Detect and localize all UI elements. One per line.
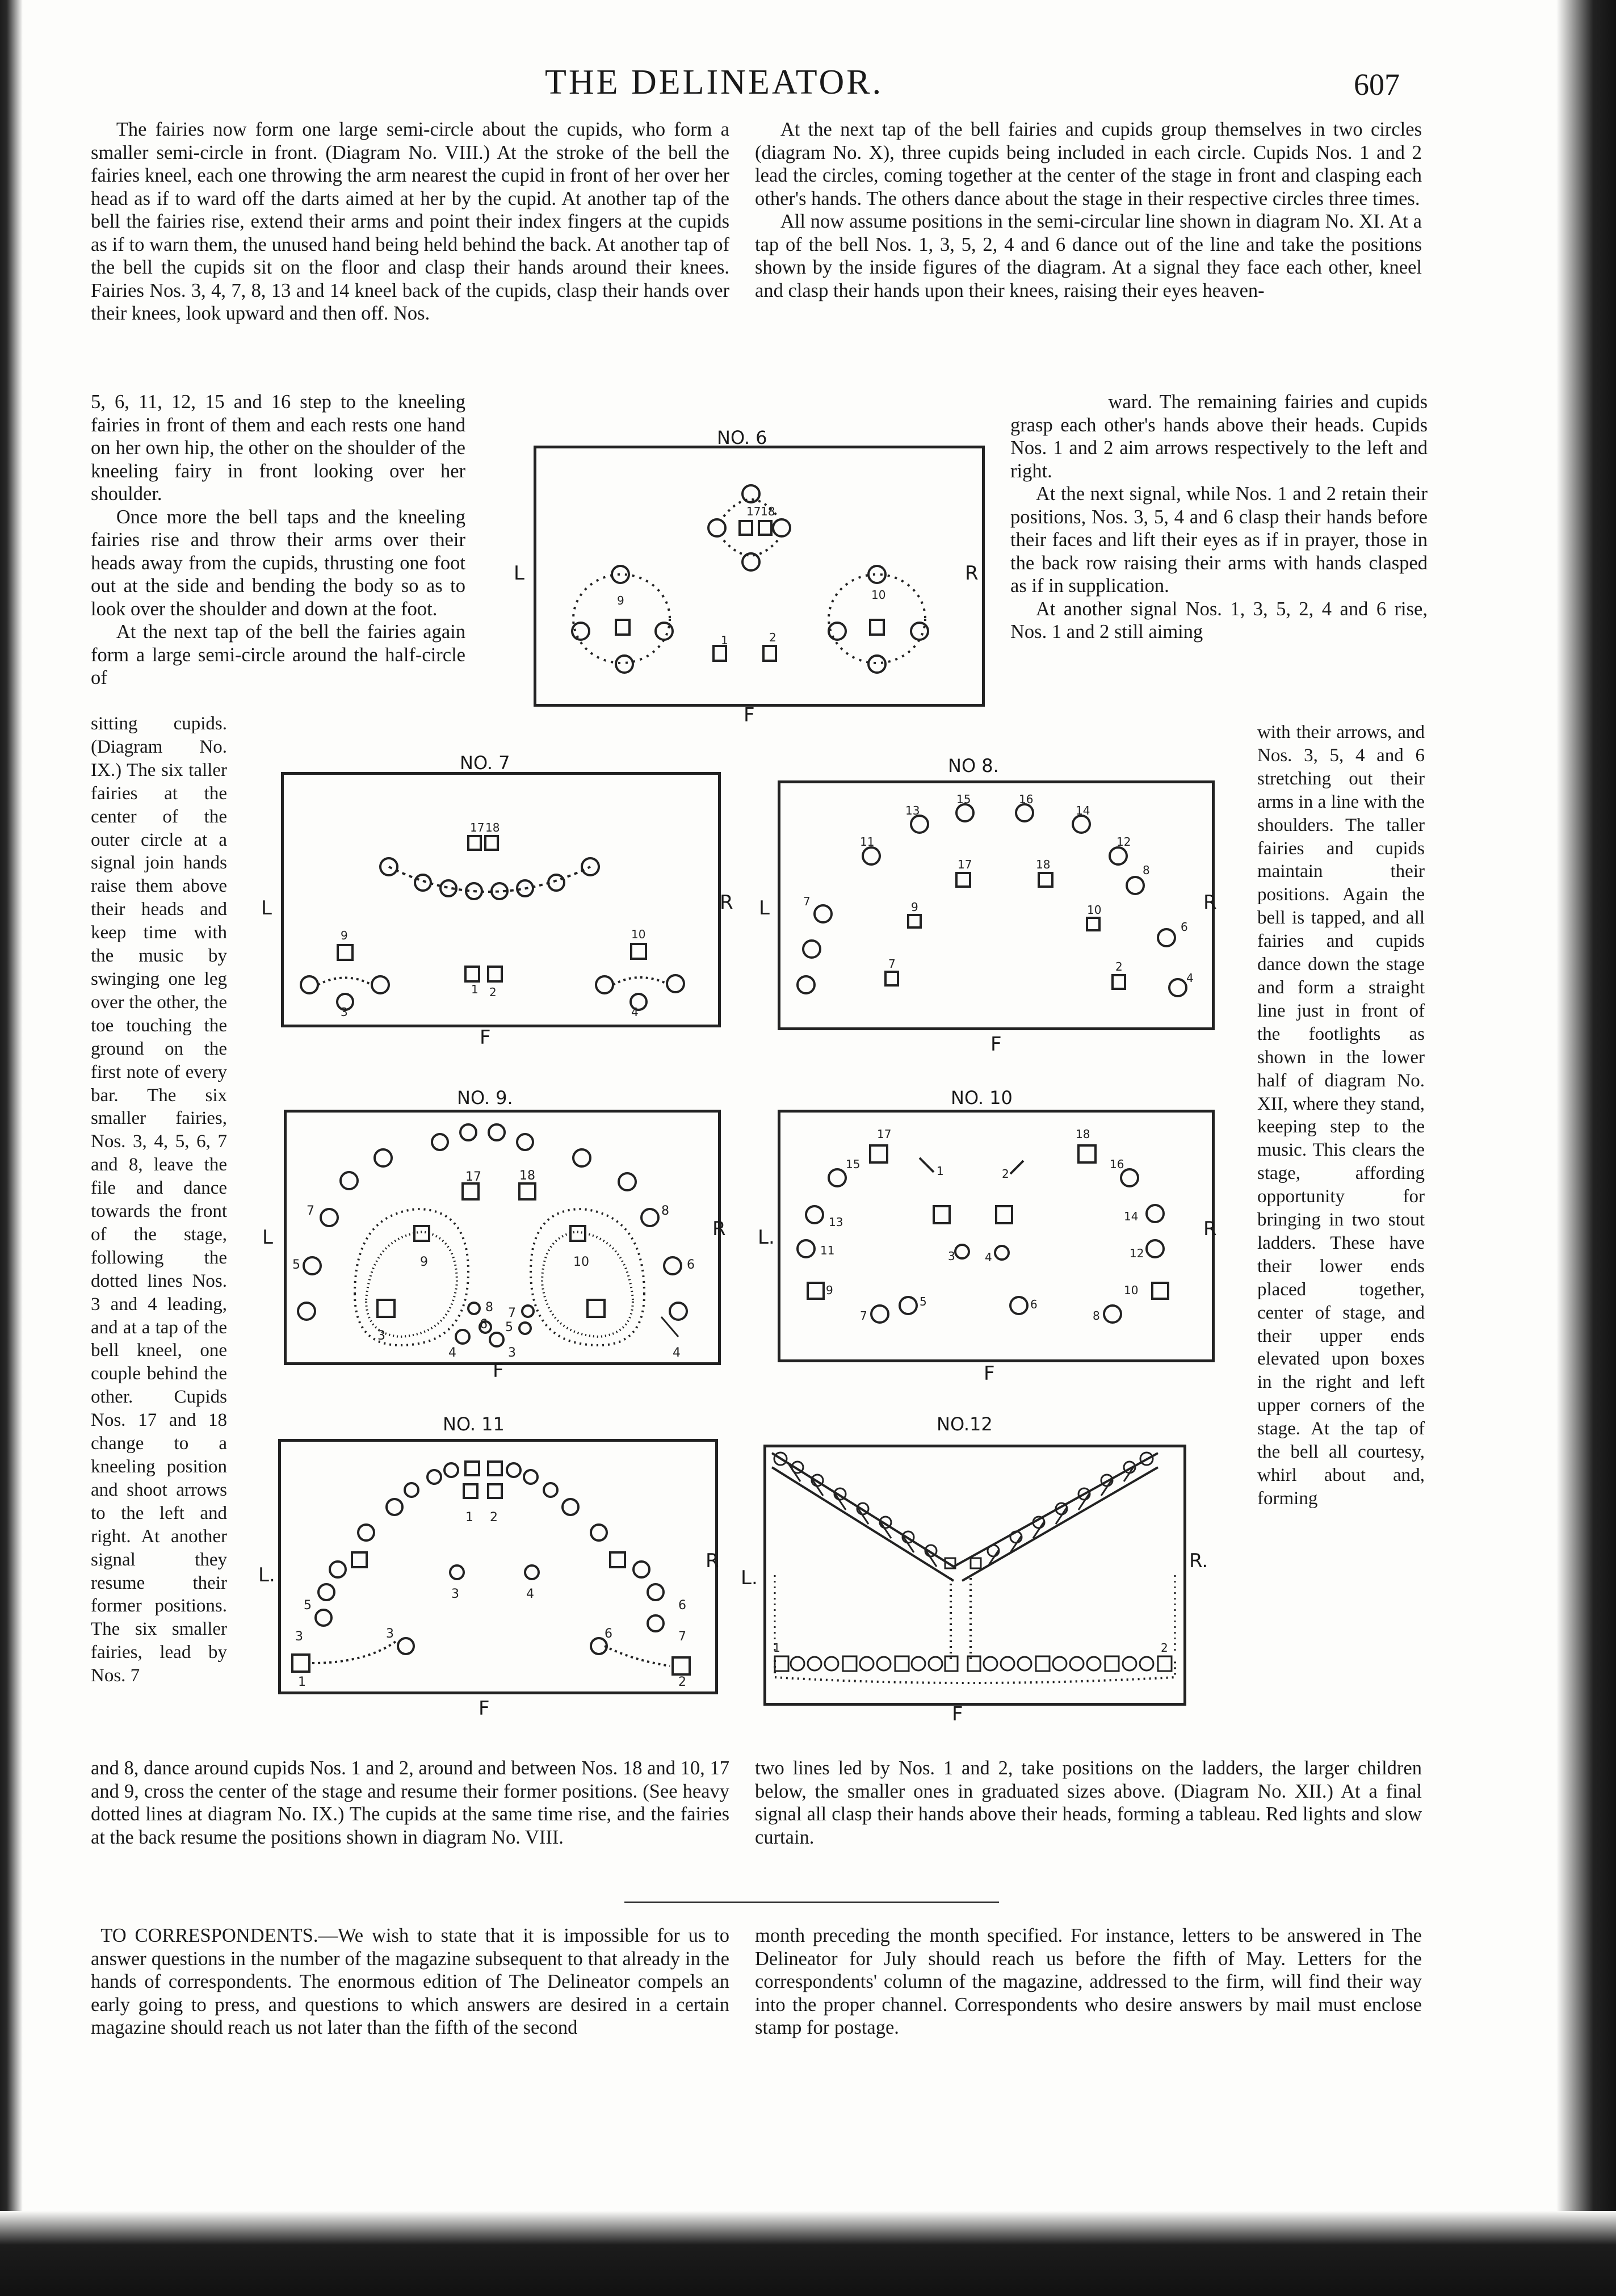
- svg-text:7: 7: [888, 957, 896, 971]
- svg-text:17: 17: [746, 505, 761, 518]
- svg-text:6: 6: [678, 1598, 686, 1613]
- paragraph: with their arrows, and Nos. 3, 5, 4 and 6 stretching out their arms in a line with the shoulders. The taller fairies and cupids maintain their positions. Again the bell is tapped, and all fairies and cupids dance down the stage and form a straight line just in front of the footlights as shown in the lower half of diagram No. XII, where they stand, keeping step to the music. This clears the stage, affording opportunity for bringing in two stout ladders. These have their lower ends placed together, center of stage, and their upper ends elevated upon boxes in the right and left upper corners of the stage. At the tap of the bell all courtesy, whirl about and, forming: [1257, 722, 1425, 1509]
- svg-text:2: 2: [678, 1675, 686, 1689]
- diagram-9-drawing: [287, 1113, 718, 1362]
- diagram-9: [284, 1110, 721, 1365]
- svg-text:17: 17: [958, 858, 972, 871]
- diagram-12-drawing: [766, 1447, 1183, 1703]
- diagram-7-front: F: [480, 1026, 491, 1049]
- svg-text:9: 9: [420, 1255, 428, 1269]
- diagram-8-drawing: [780, 783, 1212, 1027]
- diagram-6-left: L: [514, 562, 524, 585]
- svg-text:17: 17: [877, 1127, 892, 1141]
- svg-text:6: 6: [687, 1258, 695, 1272]
- diagram-11-title: NO. 11: [443, 1413, 505, 1435]
- svg-text:3: 3: [377, 1329, 385, 1343]
- svg-text:17: 17: [465, 1170, 481, 1184]
- svg-text:13: 13: [905, 804, 920, 817]
- svg-text:7: 7: [508, 1306, 516, 1320]
- svg-text:1: 1: [471, 983, 478, 996]
- diagram-12: [763, 1445, 1186, 1706]
- svg-text:7: 7: [307, 1204, 314, 1218]
- col2-top-text: [755, 118, 1422, 302]
- diagram-8-title: NO 8.: [948, 755, 999, 776]
- svg-text:6: 6: [1030, 1298, 1038, 1311]
- col1-narrow-text: [91, 391, 465, 690]
- paragraph: sitting cupids. (Diagram No. IX.) The six taller fairies at the center of the outer circle at a signal join hands raise them above their heads and keep time with the music by swinging one leg over the other, the toe touching the ground on the first note of every bar. The six smaller fairies, Nos. 3, 4, 5, 6, 7 and 8, leave the file and dance towards the front of the stage, following the dotted lines Nos. 3 and 4 leading, and at a tap of the bell kneel, one couple behind the other. Cupids Nos. 17 and 18 change to a kneeling position and shoot arrows to the left and right. At another signal they resume their former positions. The six smaller fairies, lead by Nos. 7: [91, 713, 227, 1686]
- svg-text:13: 13: [829, 1215, 843, 1229]
- correspondents-right: [755, 1924, 1422, 2039]
- diagram-7-left: L: [261, 897, 272, 920]
- svg-text:9: 9: [826, 1283, 833, 1297]
- svg-text:6: 6: [480, 1317, 488, 1332]
- diagram-6-drawing: [536, 448, 982, 704]
- svg-text:18: 18: [761, 505, 775, 518]
- paragraph: two lines led by Nos. 1 and 2, take positions on the ladders, the larger children below, the smaller ones in graduated sizes above. (Diagram No. XII.) At a final signal all clasp their hands above their heads, forming a tableau. Red lights and slow curtain.: [755, 1757, 1422, 1848]
- scan-right-edge: [1554, 0, 1616, 2296]
- svg-text:5: 5: [920, 1295, 927, 1308]
- svg-text:15: 15: [956, 792, 971, 806]
- svg-text:10: 10: [871, 588, 886, 602]
- running-head: THE DELINEATOR.: [545, 63, 884, 102]
- svg-text:2: 2: [1161, 1641, 1168, 1655]
- diagram-8-front: F: [990, 1033, 1002, 1056]
- svg-text:6: 6: [1181, 920, 1188, 934]
- paragraph: 5, 6, 11, 12, 15 and 16 step to the kneeling fairies in front of them and each rests one hand on her own hip, the other on the shoulder of the kneeling fairy in front looking over her shoulder.: [91, 391, 465, 505]
- page-number: 607: [1354, 68, 1400, 102]
- diagram-9-title: NO. 9.: [457, 1087, 513, 1109]
- correspondents-left: [91, 1924, 729, 2039]
- col1-bottom-text: [91, 1757, 729, 1849]
- col1-top-text: [91, 118, 729, 325]
- paragraph: At another signal Nos. 1, 3, 5, 2, 4 and 6 rise, Nos. 1 and 2 still aiming: [1010, 598, 1428, 643]
- diagram-12-left: L.: [741, 1567, 758, 1589]
- diagram-6: [534, 446, 985, 707]
- diagram-11-front: F: [478, 1697, 490, 1720]
- svg-text:8: 8: [1093, 1309, 1100, 1323]
- diagram-10: [778, 1110, 1215, 1362]
- svg-text:2: 2: [489, 985, 497, 999]
- paragraph: and 8, dance around cupids Nos. 1 and 2, around and between Nos. 18 and 10, 17 and 9, cross the center of the stage and resume their former positions. (See heavy dotted lines at diagram No. IX.) The cupids at the same time rise, and the fairies at the back resume the positions shown in diagram No. VIII.: [91, 1757, 729, 1848]
- svg-text:4: 4: [448, 1346, 456, 1360]
- diagram-7-right: R: [720, 891, 733, 914]
- diagram-12-right: R.: [1189, 1550, 1208, 1572]
- diagram-7: [281, 772, 721, 1027]
- svg-text:4: 4: [673, 1346, 681, 1360]
- paragraph: At the next signal, while Nos. 1 and 2 retain their positions, Nos. 3, 5, 4 and 6 clasp their hands before their faces and lift their eyes as if in prayer, those in the back row raising their arms with hands clasped as if in supplication.: [1010, 483, 1428, 597]
- svg-text:7: 7: [860, 1309, 867, 1323]
- col2-strip-text: [1257, 721, 1425, 1510]
- svg-text:7: 7: [678, 1630, 686, 1644]
- scan-bottom-edge: [0, 2211, 1616, 2296]
- diagram-11: [278, 1439, 718, 1694]
- diagram-11-right: R: [706, 1550, 719, 1572]
- svg-text:12: 12: [1116, 835, 1131, 849]
- diagram-6-right: R: [965, 562, 979, 585]
- svg-text:8: 8: [1143, 863, 1150, 877]
- diagram-8-left: L: [759, 897, 770, 920]
- svg-text:10: 10: [1087, 903, 1102, 917]
- svg-text:3: 3: [948, 1249, 955, 1263]
- svg-text:16: 16: [1110, 1157, 1124, 1171]
- svg-text:11: 11: [860, 835, 875, 849]
- diagram-7-drawing: [284, 775, 718, 1025]
- svg-text:18: 18: [485, 821, 500, 834]
- diagram-11-left: L.: [258, 1564, 275, 1586]
- paragraph: month preceding the month specified. For instance, letters to be answered in The Delineator for July should reach us before the fifth of May. Letters for the correspondents' column of the magazine, addressed to the firm, will find their way into the proper channel. Correspondents who desire answers by mail must enclose stamp for postage.: [755, 1925, 1422, 2038]
- svg-text:2: 2: [769, 631, 776, 644]
- paragraph: Once more the bell taps and the kneeling fairies rise and throw their arms over their heads away from the cupids, thrusting one foot out at the side and bending the body so as to look over the shoulder and down at the foot.: [91, 506, 465, 620]
- paragraph: All now assume positions in the semi-circular line shown in diagram No. XI. At a tap of the bell Nos. 1, 3, 5, 2, 4 and 6 dance out of the line and take the positions shown by the inside figures of the diagram. At a signal they face each other, kneel and clasp their hands upon their knees, raising their eyes heaven-: [755, 211, 1422, 301]
- svg-text:4: 4: [985, 1250, 992, 1264]
- svg-text:1: 1: [937, 1164, 944, 1178]
- svg-text:10: 10: [631, 927, 646, 941]
- svg-text:1: 1: [298, 1675, 306, 1689]
- svg-text:4: 4: [526, 1587, 534, 1601]
- col2-narrow-text: [1010, 391, 1428, 644]
- diagram-9-front: F: [493, 1359, 504, 1382]
- svg-text:8: 8: [661, 1204, 669, 1218]
- svg-text:11: 11: [820, 1244, 835, 1257]
- svg-text:18: 18: [519, 1169, 535, 1183]
- svg-text:3: 3: [508, 1346, 516, 1360]
- svg-text:16: 16: [1019, 792, 1034, 806]
- col2-bottom-text: [755, 1757, 1422, 1849]
- svg-text:14: 14: [1124, 1210, 1139, 1223]
- svg-text:2: 2: [1115, 960, 1123, 973]
- svg-text:2: 2: [1002, 1167, 1009, 1181]
- svg-text:4: 4: [1186, 971, 1194, 985]
- diagram-12-title: NO.12: [937, 1413, 993, 1435]
- svg-text:3: 3: [386, 1627, 394, 1641]
- svg-text:9: 9: [617, 594, 624, 607]
- paragraph: TO CORRESPONDENTS.—We wish to state that it is impossible for us to answer questions in the number of the magazine subsequent to that already in the hands of correspondents. The enormous edition of The Delineator compels an early going to press, and questions to which answers are desired in a certain magazine should reach us not later than the fifth of the second: [91, 1925, 729, 2038]
- svg-text:14: 14: [1076, 804, 1090, 817]
- svg-text:5: 5: [292, 1258, 300, 1272]
- diagram-9-left: L: [262, 1226, 273, 1249]
- svg-text:4: 4: [631, 1005, 639, 1019]
- diagram-7-title: NO. 7: [460, 752, 510, 774]
- diagram-6-front: F: [744, 704, 755, 727]
- svg-text:1: 1: [721, 633, 728, 647]
- svg-text:18: 18: [1036, 858, 1051, 871]
- svg-text:3: 3: [451, 1587, 459, 1601]
- svg-text:9: 9: [911, 900, 918, 914]
- svg-text:18: 18: [1076, 1127, 1090, 1141]
- diagram-10-left: L.: [758, 1226, 775, 1249]
- svg-text:3: 3: [295, 1630, 303, 1644]
- svg-text:6: 6: [605, 1627, 612, 1641]
- diagram-8: [778, 780, 1215, 1030]
- svg-text:2: 2: [490, 1510, 498, 1525]
- svg-text:17: 17: [470, 821, 485, 834]
- paragraph: At the next tap of the bell fairies and cupids group themselves in two circles (diagram No. X), three cupids being included in each circle. Cupids Nos. 1 and 2 lead the circles, coming together at the center of the stage in front and clasping each other's hands. The others dance about the stage in their respective circles three times.: [755, 119, 1422, 209]
- col1-strip-text: [91, 712, 227, 1688]
- svg-text:10: 10: [1124, 1283, 1139, 1297]
- diagram-12-front: F: [952, 1703, 963, 1726]
- paragraph: The fairies now form one large semi-circle about the cupids, who form a smaller semi-circle in front. (Diagram No. VIII.) At the stroke of the bell the fairies kneel, each one throwing the arm nearest the cupid in front of her over her head as if to ward off the darts aimed at her by the cupid. At another tap of the bell the fairies rise, extend their arms and point their index fingers at the cupids as if to warn them, the unused hand being held behind the back. At another tap of the bell the cupids sit on the floor and clasp their hands around their knees. Fairies Nos. 3, 4, 7, 8, 13 and 14 kneel back of the cupids, clasp their hands over their knees, look upward and then off. Nos.: [91, 119, 729, 324]
- svg-text:1: 1: [465, 1510, 473, 1525]
- paragraph: ward. The remaining fairies and cupids grasp each other's hands above their heads. Cupids Nos. 1 and 2 aim arrows respectively to the left and right.: [1010, 391, 1428, 482]
- diagram-8-right: R: [1203, 891, 1217, 914]
- diagram-11-drawing: [281, 1442, 715, 1691]
- diagram-6-title: NO. 6: [717, 427, 767, 448]
- svg-text:3: 3: [341, 1005, 348, 1019]
- svg-text:12: 12: [1130, 1246, 1144, 1260]
- svg-text:15: 15: [846, 1157, 861, 1171]
- svg-text:9: 9: [341, 929, 348, 942]
- diagram-10-drawing: [780, 1113, 1212, 1359]
- svg-text:8: 8: [485, 1300, 493, 1315]
- svg-text:5: 5: [304, 1598, 312, 1613]
- svg-text:7: 7: [803, 895, 811, 908]
- svg-text:10: 10: [573, 1255, 589, 1269]
- diagram-10-front: F: [984, 1362, 995, 1385]
- svg-text:5: 5: [505, 1320, 513, 1334]
- scan-left-edge: [0, 0, 51, 2296]
- diagram-10-title: NO. 10: [951, 1087, 1013, 1109]
- diagram-10-right: R: [1203, 1218, 1217, 1240]
- svg-text:1: 1: [773, 1641, 780, 1655]
- section-rule: [624, 1902, 999, 1903]
- diagram-9-right: R: [712, 1218, 726, 1240]
- paragraph: At the next tap of the bell the fairies again form a large semi-circle around the half-circle of: [91, 621, 465, 689]
